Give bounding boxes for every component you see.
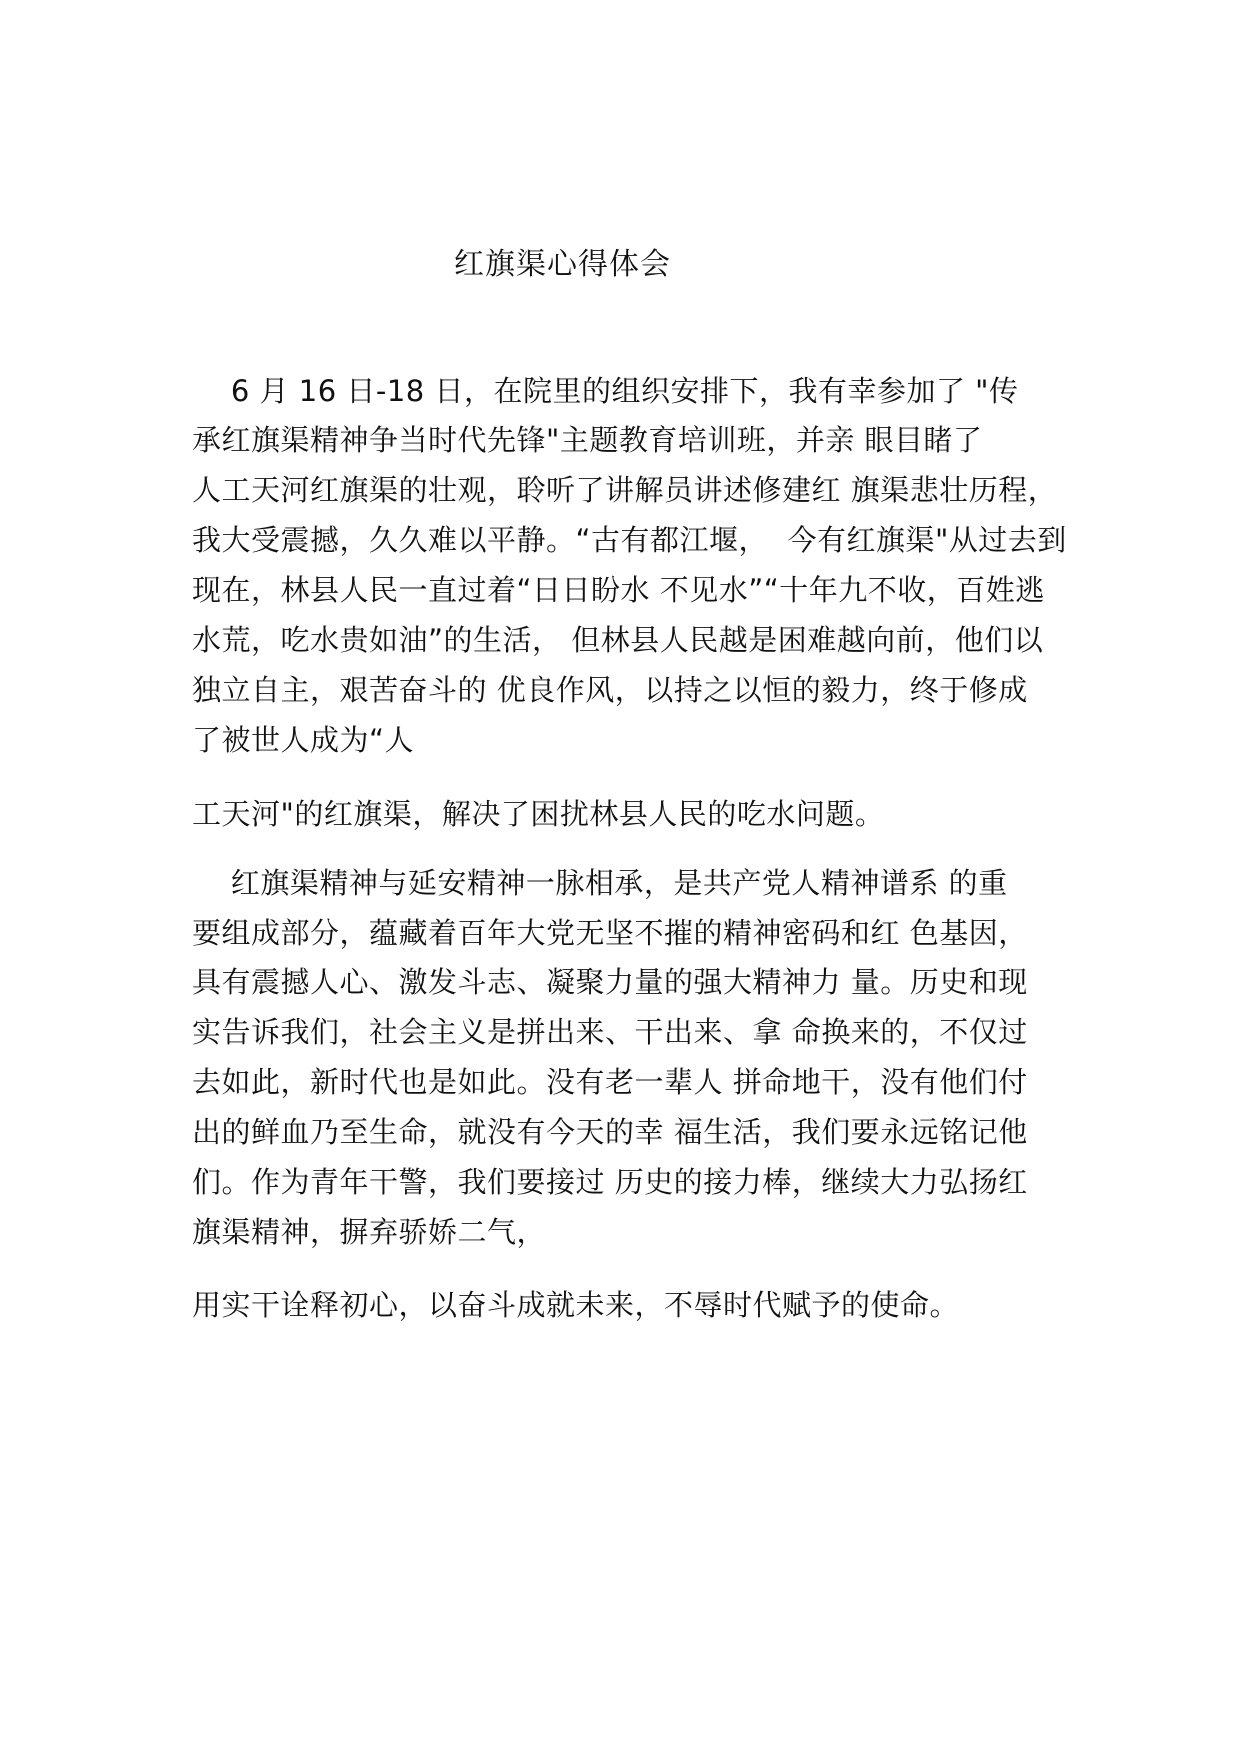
paragraph-3-line-4: 实告诉我们，社会主义是拼出来、干出来、拿 命换来的，不仅过 (192, 1015, 1028, 1049)
paragraph-1-line-3: 人工天河红旗渠的壮观，聆听了讲解员讲述修建红 旗渠悲壮历程， (192, 473, 1058, 507)
paragraph-1-line-8: 了被世人成为“人 (192, 723, 415, 757)
paragraph-3-line-6: 出的鲜血乃至生命，就没有今天的幸 福生活，我们要永远铭记他 (192, 1115, 1028, 1149)
paragraph-1-line-6: 水荒，吃水贵如油”的生活， 但林县人民越是困难越向前，他们以 (192, 623, 1044, 657)
paragraph-2-line-1: 工天河"的红旗渠，解决了困扰林县人民的吃水问题。 (192, 797, 885, 831)
paragraph-1-line-4: 我大受震撼，久久难以平静。“古有都江堰， 今有红旗渠"从过去到 (192, 523, 1067, 557)
paragraph-3-line-2: 要组成部分，蕴藏着百年大党无坚不摧的精神密码和红 色基因， (192, 916, 1028, 950)
paragraph-1-line-2: 承红旗渠精神争当时代先锋"主题教育培训班，并亲 眼目睹了 (192, 423, 983, 457)
paragraph-3-line-1: 红旗渠精神与延安精神一脉相承，是共产党人精神谱系 的重 (192, 866, 1008, 900)
paragraph-3-line-8: 旗渠精神，摒弃骄娇二气， (192, 1215, 547, 1249)
document-title: 红旗渠心得体会 (454, 247, 671, 282)
paragraph-1-line-7: 独立自主，艰苦奋斗的 优良作风，以持之以恒的毅力，终于修成 (192, 673, 1028, 707)
paragraph-3-line-7: 们。作为青年干警，我们要接过 历史的接力棒，继续大力弘扬红 (192, 1165, 1028, 1199)
paragraph-1-line-5: 现在，林县人民一直过着“日日盼水 不见水”“十年九不收，百姓逃 (192, 573, 1045, 607)
paragraph-3-line-5: 去如此，新时代也是如此。没有老一辈人 拼命地干，没有他们付 (192, 1065, 1028, 1099)
paragraph-1-line-1: 6 月 16 日-18 日，在院里的组织安排下，我有幸参加了 "传 (192, 374, 1019, 408)
paragraph-3-line-3: 具有震撼人心、激发斗志、凝聚力量的强大精神力 量。历史和现 (192, 965, 1028, 999)
paragraph-4-line-1: 用实干诠释初心，以奋斗成就未来，不辱时代赋予的使命。 (192, 1288, 960, 1322)
